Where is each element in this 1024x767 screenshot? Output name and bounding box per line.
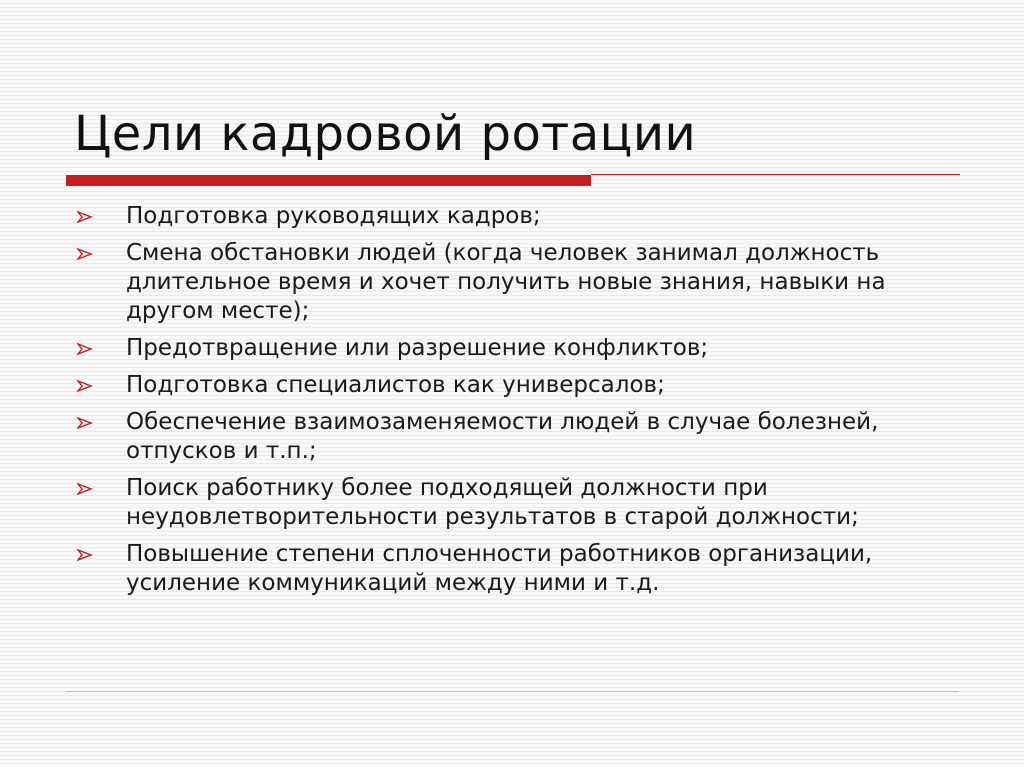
bullet-item (74, 474, 954, 532)
chevron-right-icon (74, 202, 98, 231)
title-underline-thin (591, 174, 960, 175)
chevron-right-icon (74, 371, 98, 400)
bullet-text: Поиск работнику более подходящей должности при неудовлетворительности результатов в старой должности; (126, 475, 859, 530)
chevron-right-icon (74, 239, 98, 268)
bullet-text: Предотвращение или разрешение конфликтов; (126, 335, 709, 361)
bullet-item (74, 239, 954, 326)
chevron-right-icon (74, 540, 98, 569)
bullet-text: Подготовка специалистов как универсалов; (126, 372, 665, 398)
bullet-item (74, 408, 954, 466)
bullet-text: Подготовка руководящих кадров; (126, 203, 541, 229)
bullet-text: Повышение степени сплоченности работников организации, усиление коммуникаций между ними и т.д. (126, 541, 873, 596)
chevron-right-icon (74, 334, 98, 363)
footer-divider (66, 691, 959, 692)
bullet-item (74, 202, 954, 231)
bullet-item (74, 334, 954, 363)
bullet-text: Обеспечение взаимозаменяемости людей в случае болезней, отпусков и т.п.; (126, 409, 879, 464)
title-underline-thick (66, 175, 591, 186)
bullet-item (74, 371, 954, 400)
bullet-text: Смена обстановки людей (когда человек занимал должность длительное время и хочет получить новые знания, навыки на другом месте); (126, 240, 886, 324)
chevron-right-icon (74, 474, 98, 503)
chevron-right-icon (74, 408, 98, 437)
slide-title: Цели кадровой ротации (74, 106, 697, 162)
bullet-list (74, 202, 954, 606)
bullet-item (74, 540, 954, 598)
